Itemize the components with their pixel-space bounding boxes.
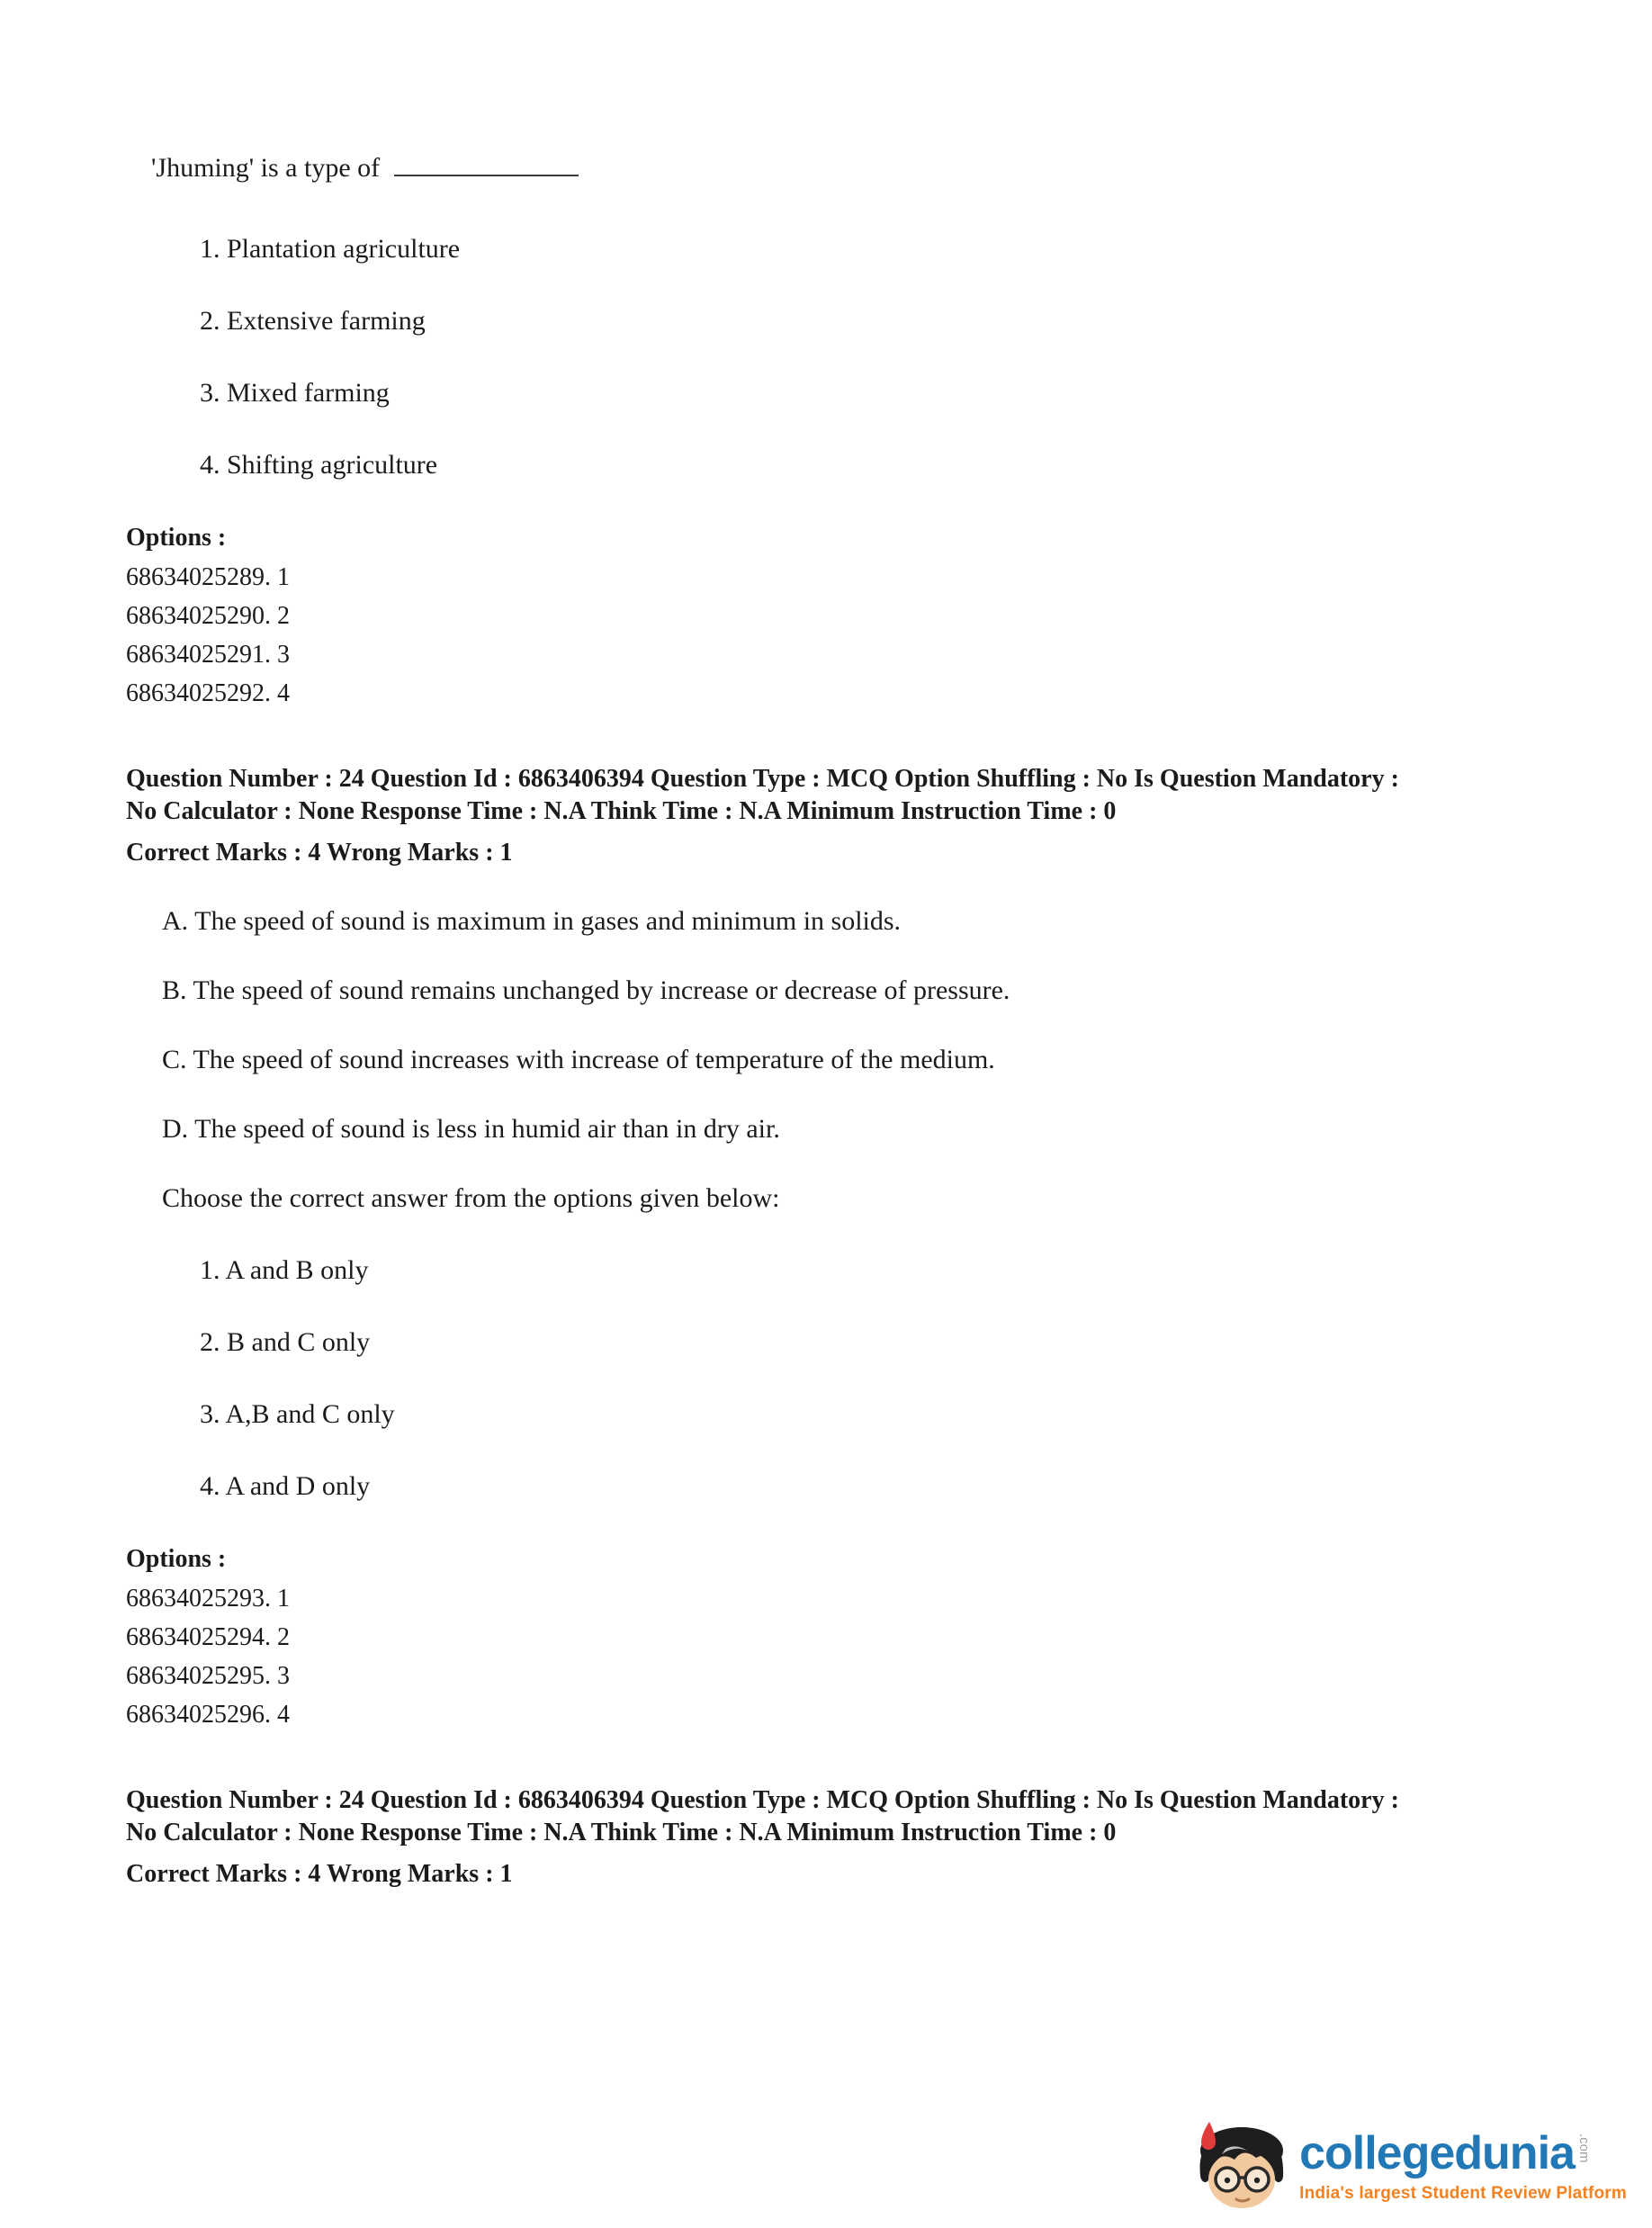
choice-item: 3. Mixed farming: [200, 378, 390, 408]
choice-item: 3. A,B and C only: [200, 1399, 395, 1429]
metadata-line: [126, 763, 1544, 828]
metadata-line: [126, 1784, 1544, 1849]
option-id: 68634025294. 2: [126, 1623, 290, 1651]
question-stem: [151, 149, 1544, 184]
choice-item: 4. Shifting agriculture: [200, 450, 438, 480]
option-id: 68634025290. 2: [126, 602, 290, 630]
brand-name: collegedunia: [1299, 2127, 1575, 2179]
choice-item: 2. B and C only: [200, 1327, 371, 1357]
choice-item: 4. A and D only: [200, 1471, 371, 1501]
option-id: 68634025292. 4: [126, 679, 290, 707]
brand-tagline: India's largest Student Review Platform: [1299, 2184, 1627, 2203]
metadata-line-2: No Calculator : None Response Time : N.A Think Time : N.A Minimum Instruction Time : 0: [126, 797, 1117, 825]
choice-list: [126, 1254, 1544, 1503]
options-heading: Options :: [126, 1545, 227, 1573]
marks-line: Correct Marks : 4 Wrong Marks : 1: [126, 839, 513, 867]
metadata-line-2: No Calculator : None Response Time : N.A Think Time : N.A Minimum Instruction Time : 0: [126, 1819, 1117, 1846]
mascot-icon: [1190, 2120, 1290, 2214]
statement-item: C. The speed of sound increases with increase of temperature of the medium.: [162, 1045, 995, 1074]
brand-name-row: [1299, 2127, 1592, 2179]
question-metadata: [126, 763, 1544, 869]
option-id-list: [126, 558, 1544, 713]
collegedunia-logo: [1190, 2120, 1627, 2214]
option-id: 68634025295. 3: [126, 1662, 290, 1690]
choice-item: 1. Plantation agriculture: [200, 234, 461, 264]
question-stem-text: 'Jhuming' is a type of: [151, 153, 381, 183]
metadata-line-1: Question Number : 24 Question Id : 6863406394 Question Type : MCQ Option Shuffling : No Is Question Mandatory :: [126, 1786, 1399, 1814]
statement-item: D. The speed of sound is less in humid air than in dry air.: [162, 1114, 780, 1144]
statement-list: [126, 905, 1544, 1215]
metadata-line-1: Question Number : 24 Question Id : 6863406394 Question Type : MCQ Option Shuffling : No Is Question Mandatory :: [126, 765, 1399, 793]
brand-text: [1299, 2127, 1627, 2204]
options-heading: Options :: [126, 524, 227, 552]
option-id: 68634025296. 4: [126, 1701, 290, 1729]
statement-item: A. The speed of sound is maximum in gases and minimum in solids.: [162, 906, 902, 936]
question-metadata: [126, 1784, 1544, 1891]
option-id: 68634025293. 1: [126, 1585, 290, 1613]
option-id: 68634025289. 1: [126, 563, 290, 591]
brand-tld: .com: [1576, 2134, 1592, 2163]
statement-item: B. The speed of sound remains unchanged by increase or decrease of pressure.: [162, 975, 1010, 1005]
option-id: 68634025291. 3: [126, 641, 290, 669]
blank-line: [394, 149, 579, 176]
choice-item: 2. Extensive farming: [200, 306, 426, 336]
option-id-list: [126, 1579, 1544, 1734]
marks-line: Correct Marks : 4 Wrong Marks : 1: [126, 1860, 513, 1888]
choose-instruction: Choose the correct answer from the options given below:: [162, 1183, 780, 1213]
choice-item: 1. A and B only: [200, 1255, 369, 1285]
choice-list: [126, 233, 1544, 481]
